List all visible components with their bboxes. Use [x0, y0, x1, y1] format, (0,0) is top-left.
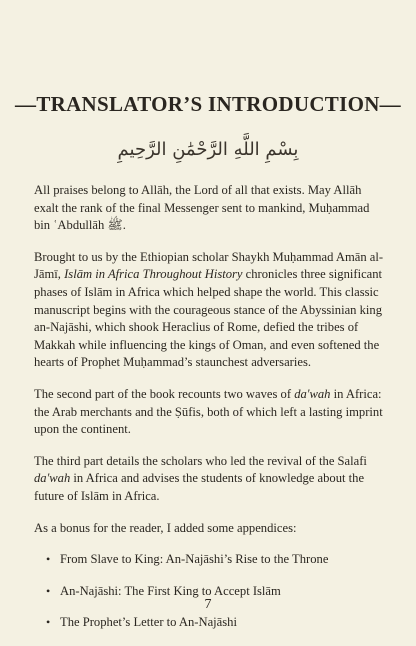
paragraph-text: The third part details the scholars who led the revival of the Salafi	[34, 453, 367, 468]
italic-term: da'wah	[34, 471, 71, 486]
paragraph-text: Brought to us by the Ethiopian scholar Shaykh Muḥammad Amān al-Jāmī,	[34, 249, 384, 282]
page-body	[34, 182, 388, 646]
list-item-text: An-Najāshi: The First King to Accept Islām	[60, 583, 281, 598]
italic-term: da'wah	[294, 386, 331, 401]
list-item-text: From Slave to King: An-Najāshi’s Rise to the Throne	[60, 552, 329, 567]
page-number: 7	[204, 597, 212, 612]
appendix-list	[34, 551, 388, 632]
paragraph-text: The second part of the book recounts two waves of	[34, 386, 295, 401]
book-title: Islām in Africa Throughout History	[64, 267, 243, 282]
paragraph-praise: All praises belong to Allāh, the Lord of all that exists. May Allāh exalt the rank of the final Messenger sent to mankind, Muḥammad bin ʿAbdullāh ﷺ.	[34, 183, 370, 233]
paragraph-text: in Africa: the Arab merchants and the Ṣūfis, both of which left a lasting imprint upon the continent.	[34, 386, 383, 437]
bullet-icon: •	[46, 552, 51, 567]
paragraph-third-part	[34, 453, 388, 506]
bullet-icon: •	[46, 615, 51, 630]
paragraph-text: in Africa and advises the students of knowledge about the future of Islām in Africa.	[34, 471, 365, 503]
bullet-icon: •	[46, 583, 51, 598]
paragraph-appendices-intro: As a bonus for the reader, I added some appendices:	[34, 520, 297, 535]
bismillah-calligraphy: بِسْمِ اللَّهِ الرَّحْمَٰنِ الرَّحِيمِ	[117, 139, 299, 160]
list-item	[46, 614, 388, 632]
paragraph-second-part	[34, 386, 388, 439]
list-item-text: The Prophet’s Letter to An-Najāshi	[60, 615, 237, 630]
page-title: —TRANSLATOR’S INTRODUCTION—	[15, 92, 401, 116]
list-item	[46, 551, 388, 569]
paragraph-text: chronicles three significant phases of Islām in Africa which helped shape the world. This classic manuscript begins with the courageous stance of the Abyssinian king an-Najāshi, which shook Heraclius of Rome, defied the tribes of Makkah while influencing the kings of Oman, and even softened the hearts of Prophet Muḥammad’s staunchest adversaries.	[34, 267, 383, 370]
paragraph-book-summary	[34, 249, 388, 372]
